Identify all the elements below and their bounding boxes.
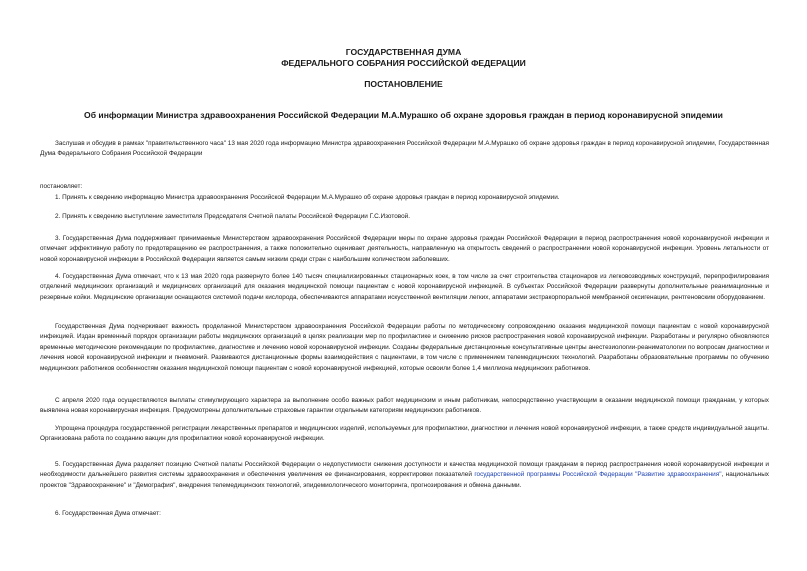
- paragraph-1: 1. Принять к сведению информацию Министра здравоохранения Российской Федерации М.А.Мурашко об охране здоровья граждан в период коронавирусной эпидемии.: [55, 194, 560, 201]
- intro-paragraph: Заслушав и обсудив в рамках "правительственного часа" 13 мая 2020 года информацию Министра здравоохранения Российской Федерации М.А.Мурашко об охране здоровья граждан в период коронавирусной эпидемии, Государственная Дума Федерального Собрания Российской Федерации: [40, 140, 769, 158]
- paragraph-4: 4. Государственная Дума отмечает, что к 13 мая 2020 года развернуто более 140 тысяч специализированных стационарных коек, в том числе за счет строительства стационаров из легковозводимых конструкций, перепрофилирования отделений медицинских организаций и медицинских организаций для оказания медицинской помощи пациентам с новой коронавирусной инфекцией. В субъектах Российской Федерации развернуты дополнительные реанимационные и резервные койки. Медицинские организации оснащаются системой подачи кислорода, обеспечиваются аппаратами искусственной вентиляции легких, аппаратами экстракорпоральной мембранной оксигенации, рентгеновским оборудованием.: [40, 273, 769, 301]
- paragraph-3: 3. Государственная Дума поддерживает принимаемые Министерством здравоохранения Российской Федерации меры по охране здоровья граждан Российской Федерации в период распространения новой коронавирусной инфекции и отмечает эффективную работу по предотвращению ее распространения, а также положительно оценивает деятельность, направленную на открытость сведений о распространении новой коронавирусной инфекции. Уровень летальности от новой коронавирусной инфекции в Российской Федерации является самым низким среди стран с наибольшим количеством заболевших.: [40, 235, 769, 263]
- paragraph-5: Государственная Дума подчеркивает важность проделанной Министерством здравоохранения Российской Федерации работы по методическому сопровождению оказания медицинской помощи пациентам с новой коронавирусной инфекцией. Издан временный порядок организации работы медицинских организаций в целях реализации мер по профилактике и снижению рисков распространения новой коронавирусной инфекции. Разработаны и регулярно обновляются временные методические рекомендации по профилактике, диагностике и лечению новой коронавирусной инфекции. Созданы федеральные дистанционные консультативные центры анестезиологии-реаниматологии по вопросам диагностики и лечения новой коронавирусной инфекции и пневмоний. Развиваются дистанционные формы взаимодействия с пациентами, в том числе с применением телемедицинских технологий. Разработаны образовательные программы по обучению медицинских работников особенностям оказания медицинской помощи пациентам с новой коронавирусной инфекцией, которые освоили более 1,4 миллиона медицинских работников.: [40, 323, 769, 372]
- document-title: Об информации Министра здравоохранения Российской Федерации М.А.Мурашко об охране здоровья граждан в период коронавирусной эпидемии: [84, 110, 723, 120]
- document-type: ПОСТАНОВЛЕНИЕ: [364, 79, 443, 89]
- state-program-link[interactable]: государственной программы Российской Федерации "Развитие здравоохранения": [474, 471, 722, 479]
- paragraph-9: 6. Государственная Дума отмечает:: [55, 510, 161, 517]
- paragraph-6: С апреля 2020 года осуществляются выплаты стимулирующего характера за выполнение особо важных работ медицинским и иным работникам, непосредственно участвующим в оказании медицинской помощи гражданам, у которых выявлена новая коронавирусная инфекция. Предусмотрены дополнительные страховые гарантии отдельным категориям медицинских работников.: [40, 397, 769, 415]
- paragraph-8-text-b: , национальных проектов "Здравоохранение" и "Демография", внедрения телемедицинских технологий, эпидемиологического мониторинга, прогнозирования и обмена данными.: [40, 471, 769, 489]
- paragraph-8: [40, 460, 769, 491]
- paragraph-8-text-a: 5. Государственная Дума разделяет позицию Счетной палаты Российской Федерации о недопустимости снижения доступности и качества медицинской помощи гражданам в период распространения новой коронавирусной инфекции и необходимости дальнейшего развития системы здравоохранения и обеспечения увеличения ее финансирования, корректировки показателей: [40, 461, 769, 479]
- paragraph-7: Упрощена процедура государственной регистрации лекарственных препаратов и медицинских изделий, используемых для профилактики, диагностики и лечения новой коронавирусной инфекции, а также средств индивидуальной защиты. Организована работа по созданию вакцин для профилактики новой коронавирусной инфекции.: [40, 425, 769, 443]
- paragraph-2: 2. Принять к сведению выступление заместителя Председателя Счетной палаты Российской Федерации Г.С.Изотовой.: [55, 213, 410, 220]
- resolves-line: постановляет:: [40, 183, 83, 190]
- issuer-line-2: ФЕДЕРАЛЬНОГО СОБРАНИЯ РОССИЙСКОЙ ФЕДЕРАЦИИ: [281, 58, 526, 68]
- issuer-line-1: ГОСУДАРСТВЕННАЯ ДУМА: [345, 47, 462, 57]
